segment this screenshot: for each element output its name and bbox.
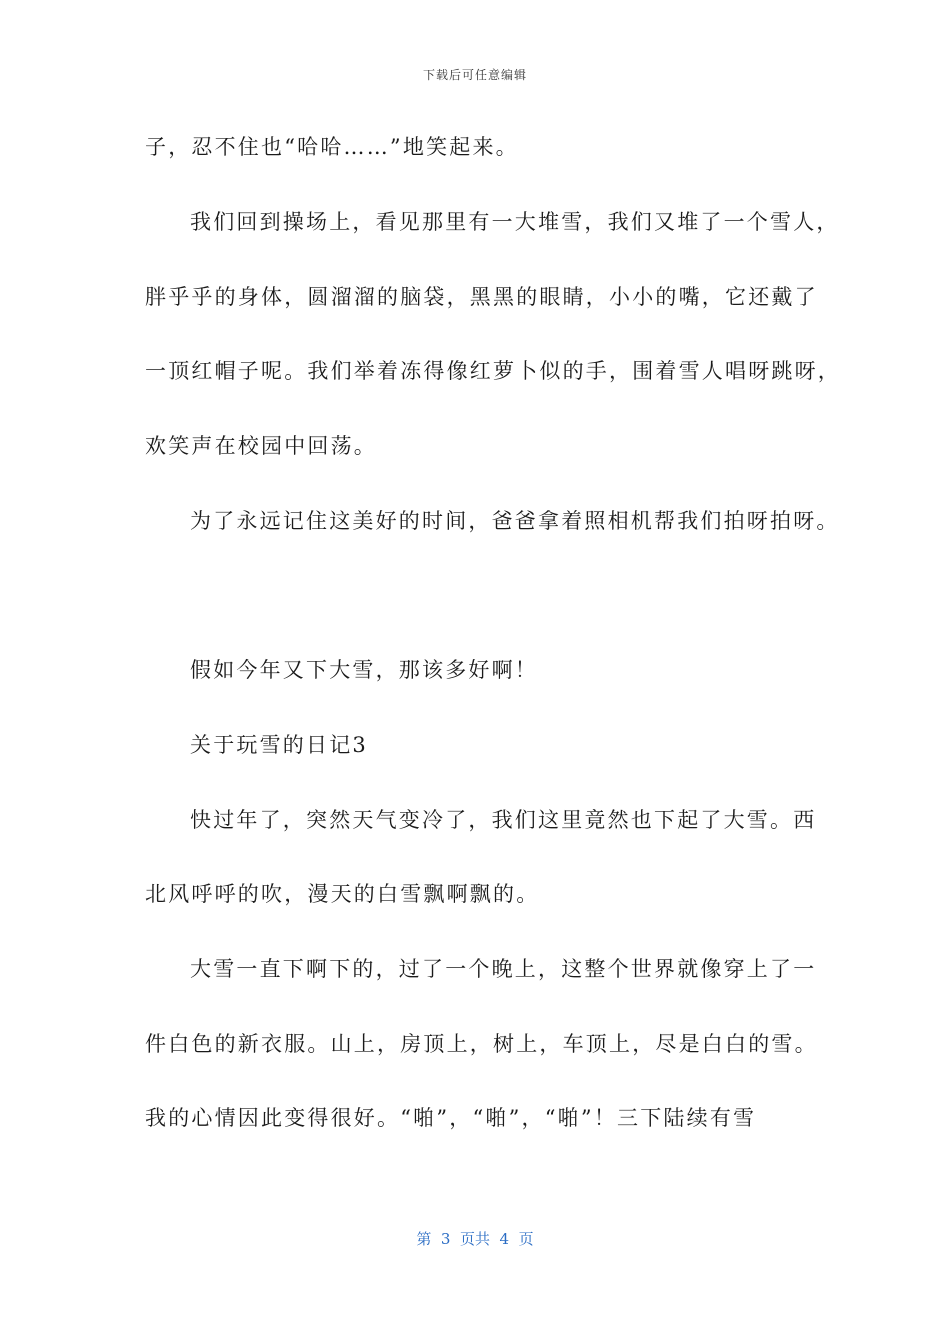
paragraph-line: 快过年了，突然天气变冷了，我们这里竟然也下起了大雪。西 [190,808,817,832]
paragraph-line: 大雪一直下啊下的，过了一个晚上，这整个世界就像穿上了一 [190,957,817,981]
page-number-footer: 第 3 页共 4 页 [416,1230,534,1248]
paragraph-line: 我的心情因此变得很好。“啪”，“啪”，“啪”！三下陆续有雪 [145,1106,757,1130]
section-heading: 关于玩雪的日记3 [190,733,368,757]
paragraph-line: 我们回到操场上，看见那里有一大堆雪，我们又堆了一个雪人， [190,210,840,234]
page-header-note: 下载后可任意编辑 [422,68,527,82]
paragraph-line: 件白色的新衣服。山上，房顶上，树上，车顶上，尽是白白的雪。 [145,1032,818,1056]
paragraph-line: 为了永远记住这美好的时间，爸爸拿着照相机帮我们拍呀拍呀。 [190,509,840,533]
paragraph-line: 胖乎乎的身体，圆溜溜的脑袋，黑黑的眼睛，小小的嘴，它还戴了 [145,285,818,309]
paragraph-line: 北风呼呼的吹，漫天的白雪飘啊飘的。 [145,882,540,906]
paragraph-line: 欢笑声在校园中回荡。 [145,434,377,458]
paragraph-line: 假如今年又下大雪，那该多好啊！ [190,658,538,682]
paragraph-line: 子，忍不住也“哈哈……”地笑起来。 [145,135,519,159]
paragraph-line: 一顶红帽子呢。我们举着冻得像红萝卜似的手，围着雪人唱呀跳呀， [145,359,841,383]
